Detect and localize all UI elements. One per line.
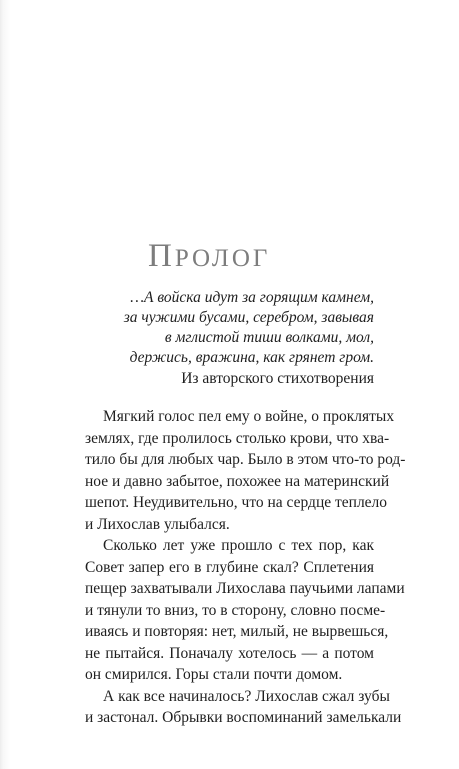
body-text <box>85 406 406 729</box>
epigraph-source: Из авторского стихотворения <box>181 370 374 387</box>
text-line: он смирился. Горы стали почти домом. <box>85 666 343 683</box>
epigraph-line: в мглистой тиши волками, мол, <box>164 329 374 346</box>
epigraph-line: держись, вражина, как грянет гром. <box>129 349 374 366</box>
text-line: и Лихослав улыбался. <box>85 515 230 533</box>
paragraph <box>85 686 402 729</box>
text-line: А как все начиналось? Лихослав сжал зубы <box>103 687 390 705</box>
text-line: Совет запер его в глубине скал? Сплетения <box>85 558 374 576</box>
text-line: Сколько лет уже прошло с тех пор, как <box>103 537 374 554</box>
text-line: Мягкий голос пел ему о войне, о проклятых <box>103 408 395 425</box>
paragraph <box>85 406 406 535</box>
text-line: тило бы для любых чар. Было в этом что-то род- <box>85 451 406 468</box>
epigraph-line: …А войска идут за горящим камнем, <box>130 289 374 306</box>
text-line: шепот. Неудивительно, что на сердце теплело <box>85 494 388 511</box>
text-line: и застонал. Обрывки воспоминаний замелькали <box>85 709 402 726</box>
epigraph-line: за чужими бусами, серебром, завывая <box>123 309 374 326</box>
epigraph <box>54 288 374 368</box>
text-line: иваясь и повторяя: нет, милый, не вырвешься, <box>85 623 389 640</box>
chapter-title <box>148 236 270 279</box>
text-line: ное и давно забытое, похожее на материнский <box>85 472 390 490</box>
chapter-title-initial: П <box>148 238 175 274</box>
paragraph <box>85 535 405 686</box>
chapter-title-rest: РОЛОГ <box>174 245 271 272</box>
text-line: пещер захватывали Лихослава паучьими лапами <box>85 580 405 597</box>
text-line: землях, где пролилось столько крови, что хва- <box>85 429 390 447</box>
text-line: и тянули то вниз, то в сторону, словно посме- <box>85 601 386 619</box>
text-line: не пытайся. Поначалу хотелось — а потом <box>85 644 374 662</box>
